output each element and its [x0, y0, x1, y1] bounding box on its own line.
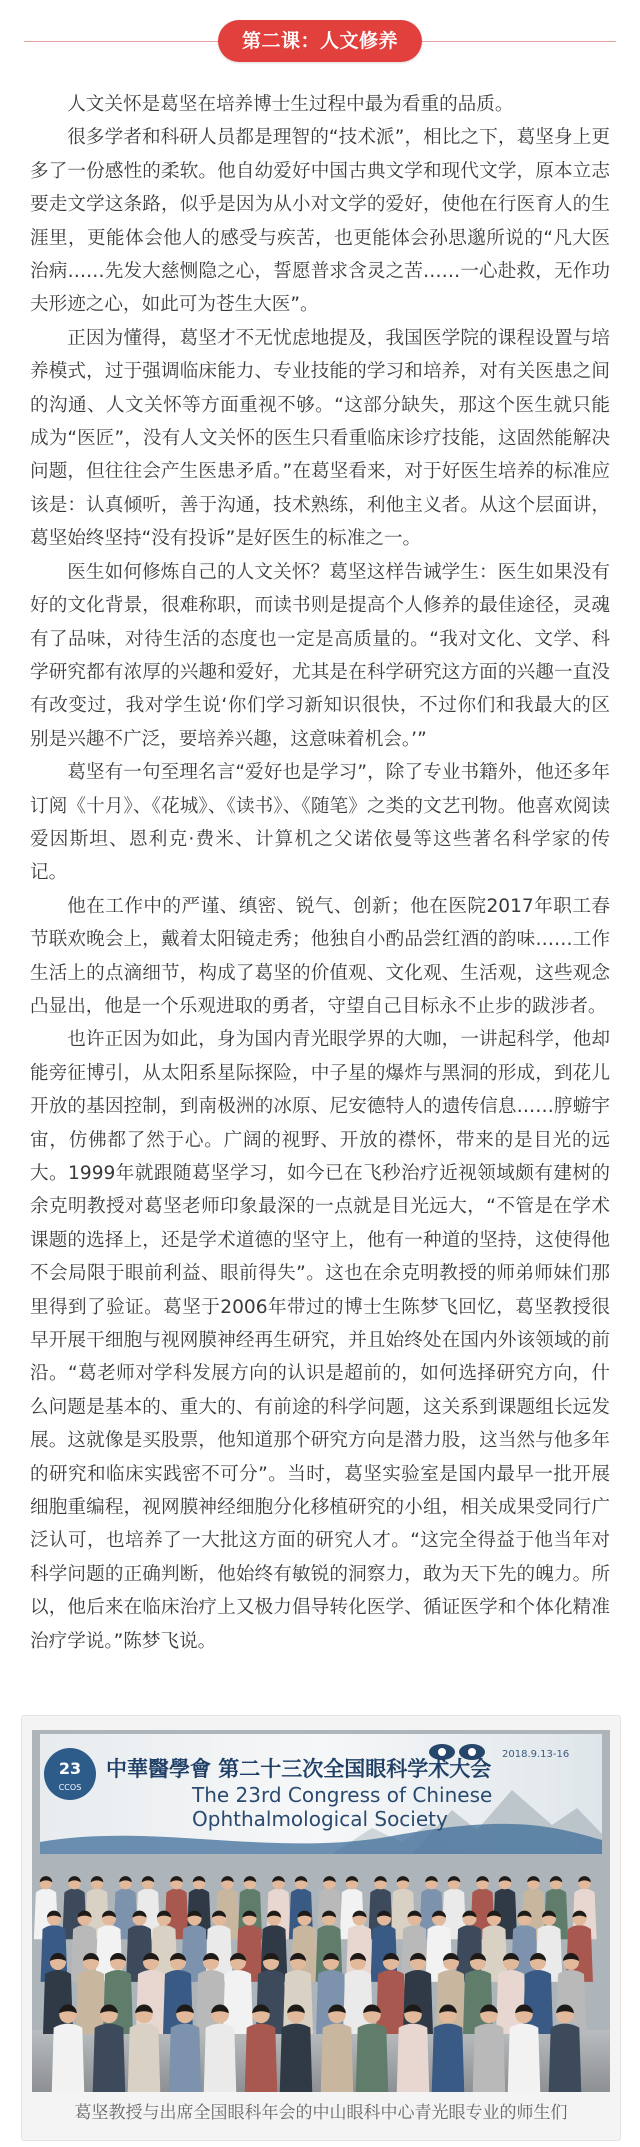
paragraph: 正因为懂得，葛坚才不无忧虑地提及，我国医学院的课程设置与培养模式，过于强调临床能力、专业技能的学习和培养，对有关医患之间的沟通、人文关怀等方面重视不够。“这部分缺失，那这个医生就只能成为“医匠”，没有人文关怀的医生只看重临床诊疗技能，这固然能解决问题，但往往会产生医患矛盾。”在葛坚看来，对于好医生培养的标准应该是：认真倾听，善于沟通，技术熟练，利他主义者。从这个层面讲，葛坚始终坚持“没有投诉”是好医生的标准之一。: [30, 327, 610, 550]
header-rule-left: [24, 41, 220, 42]
paragraph: 很多学者和科研人员都是理智的“技术派”，相比之下，葛坚身上更多了一份感性的柔软。他自幼爱好中国古典文学和现代文学，原本立志要走文学这条路，似乎是因为从小对文学的爱好，使他在行医育人的生涯里，更能体会他人的感受与疾苦，也更能体会孙思邈所说的“凡大医治病……先发大慈恻隐之心，誓愿普求含灵之苦……一心赴救，无作功夫形迹之心，如此可为苍生大医”。: [30, 127, 610, 316]
paragraph: 葛坚有一句至理名言“爱好也是学习”，除了专业书籍外，他还多年订阅《十月》、《花城》、《读书》、《随笔》之类的文艺刊物。他喜欢阅读爱因斯坦、恩利克·费米、计算机之父诺依曼等这些著名科学家的传记。: [30, 762, 610, 884]
section-title: 第二课：人文修养: [218, 20, 422, 62]
paragraph: 人文关怀是葛坚在培养博士生过程中最为看重的品质。: [67, 94, 514, 115]
paragraph: 也许正因为如此，身为国内青光眼学界的大咖，一讲起科学，他却能旁征博引，从太阳系星际探险，中子星的爆炸与黑洞的形成，到花儿开放的基因控制，到南极洲的冰原、尼安德特人的遗传信息……脝蝣宇宙，仿佛都了然于心。广阔的视野、开放的襟怀，带来的是目光的远大。1999年就跟随葛坚学习，如今已在飞秒治疗近视领域颇有建树的余克明教授对葛坚老师印象最深的一点就是目光远大，“不管是在学术课题的选择上，还是学术道德的坚守上，他有一种道的坚持，这使得他不会局限于眼前利益、眼前得失”。这也在余克明教授的师弟师妹们那里得到了验证。葛坚于2006年带过的博士生陈梦飞回忆，葛坚教授很早开展干细胞与视网膜神经再生研究，并且始终处在国内外该领域的前沿。“葛老师对学科发展方向的认识是超前的，如何选择研究方向，什么问题是基本的、重大的、有前途的科学问题，这关系到课题组长远发展。这就像是买股票，他知道那个研究方向是潜力股，这当然与他多年的研究和临床实践密不可分”。当时，葛坚实验室是国内最早一批开展细胞重编程，视网膜神经细胞分化移植研究的小组，相关成果受同行广泛认可，也培养了一大批这方面的研究人才。“这完全得益于他当年对科学问题的正确判断，他始终有敏锐的洞察力，敢为天下先的魄力。所以，他后来在临床治疗上又极力倡导转化医学、循证医学和个体化精准治疗学说。”陈梦飞说。: [30, 1029, 610, 1652]
photo-caption: 葛坚教授与出席全国眼科年会的中山眼科中心青光眼专业的师生们: [74, 2103, 568, 2123]
paragraph: 他在工作中的严谨、缜密、锐气、创新；他在医院2017年职工春节联欢晚会上，戴着太阳镜走秀；他独自小酌品尝红酒的韵味……工作生活上的点滴细节，构成了葛坚的价值观、文化观、生活观，这些观念凸显出，他是一个乐观进取的勇者，守望自己目标永不止步的跋涉者。: [30, 895, 610, 1017]
photo-card: [21, 1715, 621, 2141]
ccos-logo-text: CCOS: [58, 1783, 82, 1792]
paragraph: 医生如何修炼自己的人文关怀？葛坚这样告诫学生：医生如果没有好的文化背景，很难称职，而读书则是提高个人修养的最佳途径，灵魂有了品味，对待生活的态度也一定是高质量的。“我对文化、文学、科学研究都有浓厚的兴趣和爱好，尤其是在科学研究这方面的兴趣一直没有改变过，我对学生说‘你们学习新知识很快，不过你们和我最大的区别是兴趣不广泛，要培养兴趣，这意味着机会。’”: [30, 561, 610, 750]
banner-title-en-1: The 23rd Congress of Chinese: [192, 1783, 493, 1807]
ccos-logo-number: 23: [58, 1759, 82, 1778]
section-header: [0, 20, 640, 64]
header-rule-right: [420, 41, 616, 42]
banner-date: 2018.9.13-16: [502, 1749, 570, 1760]
group-photo: [32, 1730, 610, 2092]
banner-title-en-2: Ophthalmological Society: [192, 1807, 448, 1831]
article-body: [30, 88, 610, 1658]
banner-title-cn: 中華醫學會 第二十三次全国眼科学术大会: [106, 1756, 492, 1781]
